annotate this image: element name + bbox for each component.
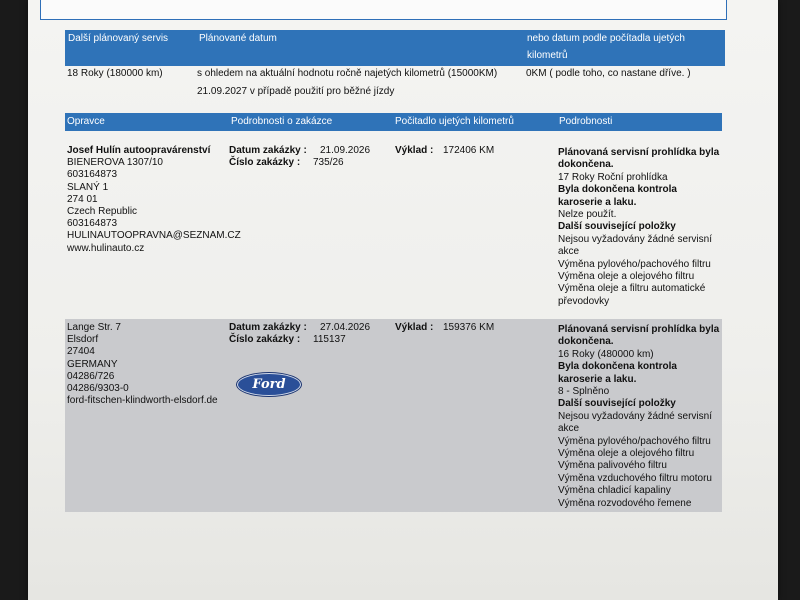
job-2-date: 27.04.2026 [320, 322, 371, 333]
jobs-header-order: Podrobnosti o zakázce [231, 116, 333, 127]
job-2-details-line: Výměna vzduchového filtru motoru [558, 472, 712, 484]
plan-service-value: 18 Roky (180000 km) [67, 68, 163, 79]
jobs-header-bar [65, 113, 722, 131]
job-2-details-line: Výměna oleje a olejového filtru [558, 448, 695, 459]
plan-header-date: Plánované datum [199, 33, 277, 44]
job-1-details-line: akce [558, 246, 580, 258]
job-1-reading-label: Výklad : [395, 145, 434, 156]
job-1-details-line: 17 Roky Roční prohlídka [558, 171, 668, 183]
job-2-order-label: Číslo zakázky : [229, 334, 301, 345]
job-1-repairer-line: 603164873 [67, 218, 118, 230]
job-2-repairer-line: 04286/726 [67, 370, 115, 382]
plan-header-km-2: kilometrů [527, 50, 568, 61]
job-2-details-line: akce [558, 423, 580, 435]
job-1-repairer-line: www.hulinauto.cz [67, 242, 145, 254]
job-2-date-label: Datum zakázky : [229, 322, 307, 333]
job-1-details-line: Výměna oleje a olejového filtru [558, 271, 695, 282]
job-2-details-line: Plánovaná servisní prohlídka byla [558, 324, 720, 335]
job-1-details-line: Nelze použít. [558, 209, 617, 220]
job-2-repairer-line: ford-fitschen-klindworth-elsdorf.de [67, 395, 218, 407]
job-2-details-line: Další související položky [558, 398, 676, 410]
job-1-repairer-line: BIENEROVA 1307/10 [67, 157, 163, 169]
job-2-details-line: Výměna chladicí kapaliny [558, 485, 671, 497]
jobs-header-odometer: Počitadlo ujetých kilometrů [395, 116, 514, 127]
job-1-details-line: Výměna pylového/pachového filtru [558, 258, 711, 270]
service-interval-value [179, 0, 473, 1]
job-1-repairer-line: 274 01 [67, 193, 98, 205]
job-2-reading-label: Výklad : [395, 322, 434, 333]
job-2-repairer-line: 27404 [67, 346, 95, 358]
job-2-details-line: Byla dokončena kontrola [558, 361, 677, 373]
jobs-header-repairer: Opravce [67, 116, 105, 127]
job-1-order: 735/26 [313, 157, 344, 168]
job-2-details-line: 16 Roky (480000 km) [558, 348, 654, 360]
job-2-repairer-line: GERMANY [67, 358, 118, 370]
plan-km-value: 0KM ( podle toho, co nastane dříve. ) [526, 68, 691, 79]
job-1-date: 21.09.2026 [320, 145, 371, 156]
job-1-details-line: Výměna oleje a filtru automatické [558, 283, 706, 295]
plan-date-line1: s ohledem na aktuální hodnotu ročně najetých kilometrů (15000KM) [197, 68, 498, 79]
job-2-repairer-line: Elsdorf [67, 334, 99, 346]
job-1-details-line: dokončena. [558, 159, 614, 171]
plan-header-km: nebo datum podle počítadla ujetých [527, 33, 685, 44]
job-2-details-line: karoserie a laku. [558, 373, 637, 385]
plan-header-bar [65, 30, 725, 66]
ford-logo [237, 373, 301, 396]
job-2-reading: 159376 KM [443, 322, 495, 333]
job-1-repairer-line: SLANÝ 1 [67, 181, 109, 193]
job-1-details-line: karoserie a laku. [558, 196, 637, 208]
job-1-repairer-line: Josef Hulín autoopravárenství [67, 145, 211, 156]
job-2-details-line: Nejsou vyžadovány žádné servisní [558, 410, 712, 422]
job-1-repairer-line: Czech Republic [67, 206, 138, 217]
plan-date-line2: 21.09.2027 v případě použití pro běžné jízdy [197, 86, 395, 97]
job-2-repairer-line: 04286/9303-0 [67, 383, 129, 394]
job-1-date-label: Datum zakázky : [229, 145, 307, 156]
job-1-details-line: Byla dokončena kontrola [558, 184, 677, 196]
job-1-details-line: Nejsou vyžadovány žádné servisní [558, 233, 712, 245]
job-1-order-label: Číslo zakázky : [229, 157, 301, 168]
job-2-details-line: Výměna pylového/pachového filtru [558, 435, 711, 447]
service-interval-label [73, 0, 166, 1]
job-1-details-line: Další související položky [558, 221, 676, 233]
job-2-repairer-line: Lange Str. 7 [67, 322, 121, 333]
service-interval-box [40, 0, 727, 20]
ford-logo-text: Ford [252, 377, 286, 392]
job-2-details-line: 8 - Splněno [558, 386, 610, 397]
job-2-details-line: Výměna palivového filtru [558, 460, 667, 472]
job-1-repairer-line: HULINAUTOOPRAVNA@SEZNAM.CZ [67, 230, 241, 242]
job-1-details-line: převodovky [558, 295, 610, 307]
job-2-order: 115137 [313, 334, 346, 345]
job-1-details-line: Plánovaná servisní prohlídka byla [558, 147, 720, 158]
job-2-details-line: Výměna rozvodového řemene [558, 497, 692, 509]
job-1-repairer-line: 603164873 [67, 169, 118, 181]
jobs-header-details: Podrobnosti [559, 116, 613, 127]
plan-header-service: Další plánovaný servis [68, 33, 169, 44]
job-1-reading: 172406 KM [443, 145, 495, 156]
job-2-details-line: dokončena. [558, 336, 614, 348]
